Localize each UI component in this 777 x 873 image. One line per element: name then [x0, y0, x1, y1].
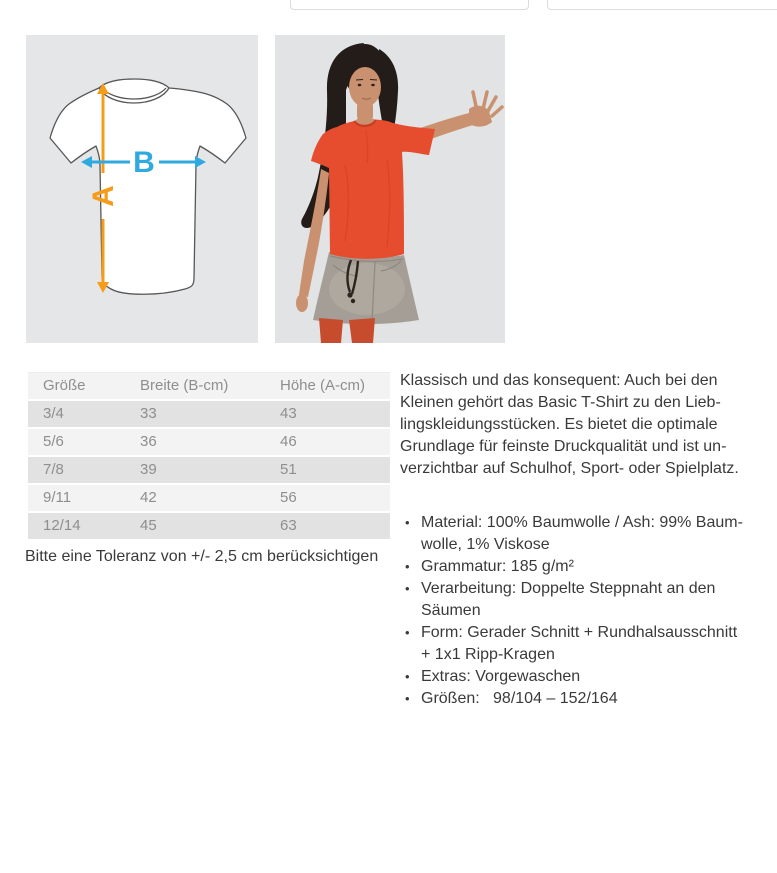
feature-line: Grammatur: 185 g/m² — [421, 558, 574, 575]
feature-item-form — [405, 622, 777, 666]
drawstring-bead — [351, 299, 355, 303]
cell-height: 43 — [280, 405, 297, 422]
cell-size: 3/4 — [43, 405, 64, 422]
table-row — [28, 485, 390, 511]
drawstring-bead — [347, 292, 352, 297]
feature-line: Verarbeitung: Doppelte Steppnaht an den — [421, 580, 716, 597]
feature-item-groessen — [405, 688, 777, 710]
bullet-icon: • — [405, 581, 410, 596]
table-row — [28, 401, 390, 427]
cell-height: 63 — [280, 517, 297, 534]
col-header-breite: Breite (B-cm) — [140, 377, 229, 394]
table-row — [28, 429, 390, 455]
bullet-icon: • — [405, 691, 410, 706]
size-table — [28, 372, 390, 541]
label-a: A — [87, 185, 120, 207]
feature-line: + 1x1 Ripp-Kragen — [421, 646, 555, 663]
cell-height: 51 — [280, 461, 297, 478]
feature-item-verarbeitung — [405, 578, 777, 622]
size-table-header-row — [28, 373, 390, 399]
cell-size: 12/14 — [43, 517, 81, 534]
cell-height: 46 — [280, 433, 297, 450]
feature-item-grammatur — [405, 556, 777, 578]
cell-width: 42 — [140, 489, 157, 506]
cell-height: 56 — [280, 489, 297, 506]
description-line: Klassisch und das konsequent: Auch bei den — [400, 372, 718, 389]
table-row — [28, 513, 390, 539]
cell-size: 9/11 — [43, 489, 72, 506]
tshirt-diagram — [26, 35, 258, 343]
cutoff-card-top-left — [290, 0, 529, 10]
feature-line: Extras: Vorgewaschen — [421, 668, 581, 685]
feature-line: Material: 100% Baumwolle / Ash: 99% Baum- — [421, 514, 743, 531]
col-header-groesse: Größe — [43, 377, 86, 394]
bullet-icon: • — [405, 625, 410, 640]
feature-line: Säumen — [421, 602, 481, 619]
bullet-icon: • — [405, 669, 410, 684]
model-illustration — [275, 35, 505, 343]
feature-item-extras — [405, 666, 777, 688]
size-diagram-panel — [26, 35, 258, 343]
description-line: Kleinen gehört das Basic T-Shirt zu den Lieb- — [400, 394, 721, 411]
model-photo-panel — [275, 35, 505, 343]
table-row — [28, 457, 390, 483]
cell-width: 36 — [140, 433, 157, 450]
cutoff-card-top-right — [547, 0, 777, 10]
feature-list — [405, 512, 777, 710]
cell-width: 33 — [140, 405, 157, 422]
col-header-hoehe: Höhe (A-cm) — [280, 377, 366, 394]
product-description — [400, 370, 777, 480]
cell-size: 5/6 — [43, 433, 64, 450]
label-b: B — [133, 146, 155, 179]
tolerance-note: Bitte eine Toleranz von +/- 2,5 cm berücksichtigen — [25, 548, 379, 565]
bullet-icon: • — [405, 515, 410, 530]
feature-line: Form: Gerader Schnitt + Rundhalsausschnitt — [421, 624, 738, 641]
feature-item-material — [405, 512, 777, 556]
description-line: verzichtbar auf Schulhof, Sport- oder Spielplatz. — [400, 460, 739, 477]
left-hand — [296, 294, 308, 312]
cell-width: 39 — [140, 461, 157, 478]
feature-line: wolle, 1% Viskose — [421, 536, 550, 553]
cell-size: 7/8 — [43, 461, 64, 478]
feature-line: Größen: 98/104 – 152/164 — [421, 690, 618, 707]
bullet-icon: • — [405, 559, 410, 574]
description-line: lingskleidungsstücken. Es bietet die optimale — [400, 416, 718, 433]
cell-width: 45 — [140, 517, 157, 534]
description-line: Grundlage für feinste Druckqualität und ist un- — [400, 438, 727, 455]
